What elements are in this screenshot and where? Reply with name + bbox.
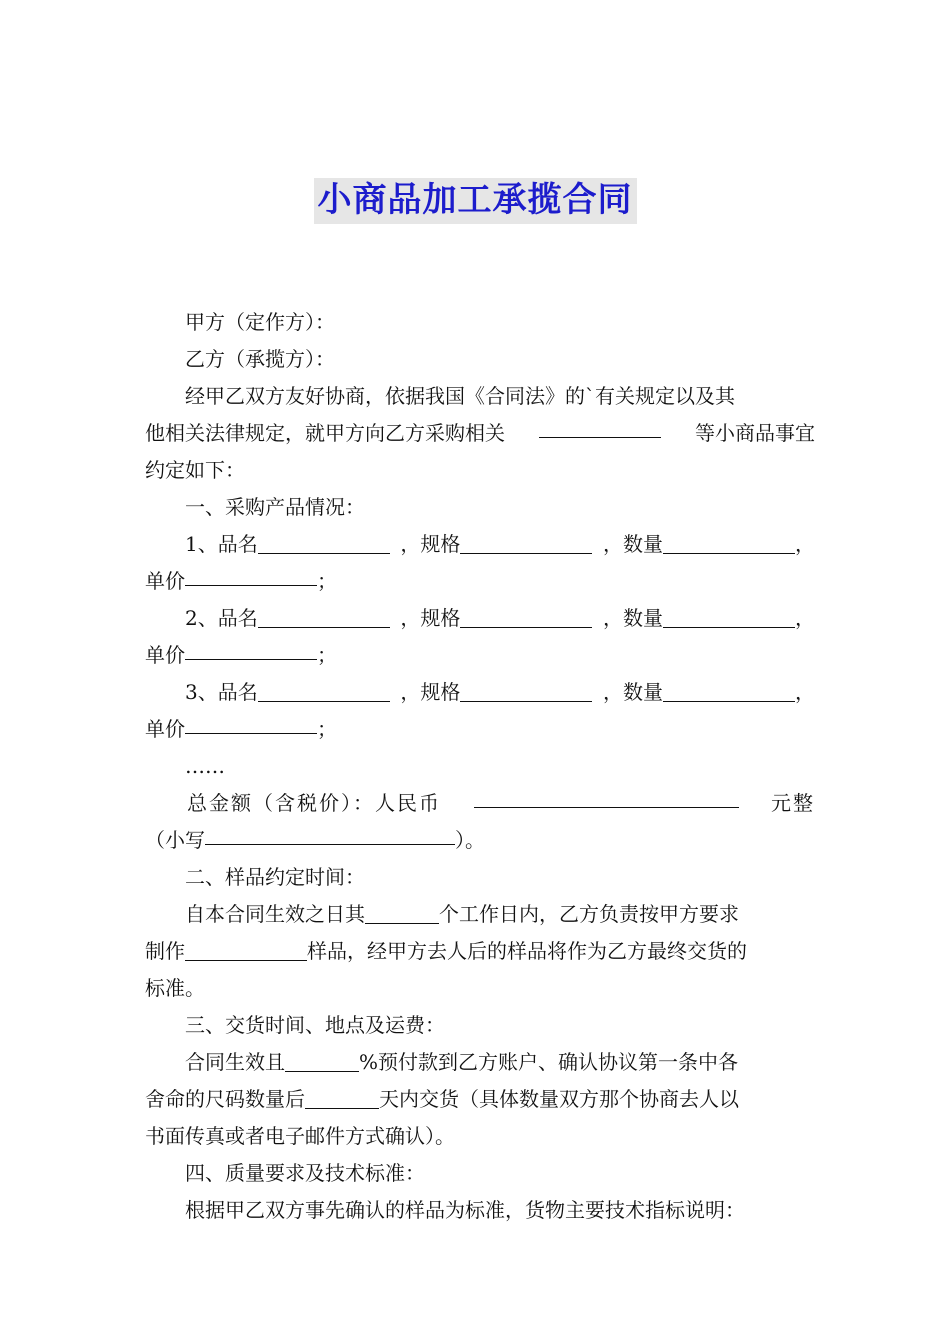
product-item-3: [145, 674, 815, 711]
item-3-qty-label: ，数量 ，: [602, 680, 815, 704]
small-amount-suffix: ）。: [455, 828, 485, 852]
intro-line-1: [145, 378, 815, 415]
small-amount-label: （小写: [145, 828, 205, 852]
total-amount-suffix: 元整: [771, 791, 815, 815]
item-2-name-blank: [258, 605, 390, 628]
item-1-qty-blank: [663, 531, 795, 554]
section2-heading: 二、样品约定时间：: [185, 865, 365, 889]
product-item-1: [145, 526, 815, 563]
sample-blank: [185, 938, 307, 961]
item-1-semicolon: ；: [317, 569, 337, 593]
item-2-semicolon: ；: [317, 643, 337, 667]
section3-text-2: 舍命的尺码数量后 天内交货（具体数量双方那个协商去人以: [145, 1087, 739, 1111]
workday-blank: [365, 901, 439, 924]
item-3-name-blank: [258, 679, 390, 702]
intro-line-3: 约定如下：: [145, 458, 245, 482]
section3-text-1: 合同生效且 %预付款到乙方账户、确认协议第一条中各: [185, 1050, 739, 1074]
item-2-price-label: 单价: [145, 643, 185, 667]
section1-heading: 一、采购产品情况：: [185, 495, 365, 519]
section2-line-2: [145, 933, 815, 970]
item-3-price-label: 单价: [145, 717, 185, 741]
document-body: [145, 304, 815, 1229]
section3-line-3: 书面传真或者电子邮件方式确认）。: [145, 1124, 455, 1148]
total-amount-label: 总金额（含税价）：人民币: [187, 791, 441, 815]
section2-text-2: 制作 样品，经甲方去人后的样品将作为乙方最终交货的: [145, 939, 747, 963]
intro-line-2: [145, 415, 815, 452]
item-3-spec-label: ，规格: [400, 674, 592, 711]
total-amount-line: [145, 785, 815, 822]
section3-heading: 三、交货时间、地点及运费：: [185, 1013, 445, 1037]
section2-line-3: 标准。: [145, 976, 205, 1000]
prepay-percent-blank: [285, 1049, 359, 1072]
item-1-price-blank: [185, 563, 317, 586]
section2-text-1: 自本合同生效之日其 个工作日内，乙方负责按甲方要求: [185, 902, 739, 926]
item-3-semicolon: ；: [317, 717, 337, 741]
item-1-name-label: 1、品名: [185, 526, 390, 563]
product-blank: [539, 415, 661, 438]
item-2-qty-blank: [663, 605, 795, 628]
intro-text-2a: 他相关法律规定，就甲方向乙方采购相关: [145, 421, 505, 445]
section3-line-1: [145, 1044, 815, 1081]
delivery-days-blank: [305, 1086, 379, 1109]
intro-text-1: 经甲乙双方友好协商，依据我国《合同法》的`有关规定以及其: [185, 384, 735, 408]
item-2-spec-blank: [460, 605, 592, 628]
item-2-name-label: 2、品名: [185, 600, 390, 637]
item-2-qty-label: ，数量 ，: [602, 606, 815, 630]
item-1-price-line: [145, 563, 815, 600]
section2-line-1: [145, 896, 815, 933]
item-3-price-line: [145, 711, 815, 748]
section4-text-1: 根据甲乙双方事先确认的样品为标准，货物主要技术指标说明：: [185, 1198, 745, 1222]
document-title: 小商品加工承揽合同: [314, 178, 637, 224]
section4-line-1: [145, 1192, 815, 1229]
item-2-price-line: [145, 637, 815, 674]
small-amount-blank: [205, 822, 455, 845]
intro-text-2b: 等小商品事宜: [695, 421, 815, 445]
section4-heading: 四、质量要求及技术标准：: [185, 1161, 425, 1185]
item-2-spec-label: ，规格: [400, 600, 592, 637]
item-1-name-blank: [258, 531, 390, 554]
party-b-line: 乙方（承揽方）：: [185, 347, 335, 371]
party-a-line: 甲方（定作方）：: [185, 310, 335, 334]
title-wrap: [0, 178, 950, 224]
item-3-spec-blank: [460, 679, 592, 702]
section3-line-2: [145, 1081, 815, 1118]
small-amount-line: [145, 822, 815, 859]
item-1-price-label: 单价: [145, 569, 185, 593]
total-amount-blank: [474, 785, 739, 808]
product-item-2: [145, 600, 815, 637]
item-2-price-blank: [185, 637, 317, 660]
item-3-name-label: 3、品名: [185, 674, 390, 711]
item-1-spec-label: ，规格: [400, 526, 592, 563]
ellipsis: ……: [185, 754, 225, 778]
item-3-price-blank: [185, 711, 317, 734]
item-1-qty-label: ，数量 ，: [602, 532, 815, 556]
item-1-spec-blank: [460, 531, 592, 554]
item-3-qty-blank: [663, 679, 795, 702]
